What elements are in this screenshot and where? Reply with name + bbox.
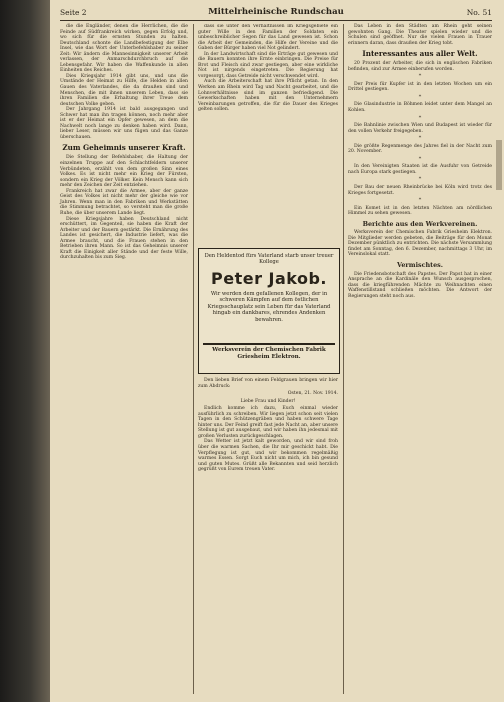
column-2-bottom bbox=[198, 378, 338, 473]
news-item: 20 Prozent der Arbeiter, die sich in englischen Fabriken befinden, sind zur Armee einberufen worden. bbox=[348, 61, 492, 72]
page-stain bbox=[496, 140, 502, 190]
col3-heading-1: Interessantes aus aller Welt. bbox=[362, 49, 478, 59]
col2-para4: Endlich komme ich dazu, Euch einmal wieder ausführlich zu schreiben. Wir liegen jetzt schon seit vielen Tagen in den Schützengräben und haben schwere Tage hinter uns. Der Feind greift fast jede Nacht an, aber unsere Stellung ist gut ausgebaut, und wir haben ihn jedesmal mit großen Verlusten zurückgeschlagen. bbox=[198, 406, 338, 439]
col1-para1: die die Engländer, denen die Herrlichen, die die Feinde auf Südfrankreich wirken, gegen Erfolg und, wo sich für die ernsten Stunden zu halten. Deutschland schonte die Landbefestigung der Elbe Insel, wie das Wort der Unterbefehlshaber zu seiner Zeit: Wir ändern die Mannesinnigkeit unserer Arbeit verlassen, der Anmarschdurchbruch auf die Lebensgefahr. Wir haben die Waffenkunde in allen Einheiten des Reiches. bbox=[60, 24, 188, 74]
col3-para1: Das Leben in den Städten am Rhein geht seinen gewohnten Gang. Die Theater spielen wieder und die Schulen sind geöffnet. Nur die vielen Frauen in Trauer erinnern daran, dass draußen der Krieg tobt. bbox=[348, 24, 492, 46]
letter-intro: Den lieben Brief von einem Feldgrauen bringen wir hier zum Abdruck: bbox=[198, 378, 338, 389]
col1-para6: Diese Kriegsjahre haben Deutschland nicht erschüttert, im Gegenteil, sie haben die Kraft der Arbeiter und der Bauern gestärkt. Die Ernährung des Landes ist gesichert, die Industrie liefert, was die Armee braucht, und die Frauen stehen in den Betrieben ihren Mann. So ist das Geheimnis unserer Kraft die Einigkeit aller Stände und der feste Wille, durchzuhalten bis zum Sieg. bbox=[60, 216, 188, 261]
col3-heading-3: Vermischtes. bbox=[397, 261, 443, 269]
masthead-title: Mittelrheinische Rundschau bbox=[208, 7, 344, 17]
column-3 bbox=[348, 24, 492, 299]
col2-para3: Auch die Arbeiterschaft hat ihre Pflicht getan. In den Werken am Rhein wird Tag und Nacht gearbeitet, und die Lohnverhältnisse sind im ganzen befriedigend. Die Gewerkschaften haben mit den Unternehmern Vereinbarungen getroffen, die für die Dauer des Krieges gelten sollen. bbox=[198, 79, 338, 113]
separator-star: * bbox=[418, 155, 422, 162]
news-item: In den Vereinigten Staaten ist die Ausfuhr von Getreide nach Europa stark gestiegen. bbox=[348, 164, 492, 175]
col1-para5: Frankreich hat zwar die Armee, aber der ganze Geist des Volkes ist nicht mehr der gleiche wie vor Jahren. Wenn man in den Fabriken und Werkstätten die Stimmung betrachtet, so versteht man die große Ruhe, die über unserem Lande liegt. bbox=[60, 188, 188, 216]
obituary-text: Wir werden dem gefallenen Kollegen, der in schweren Kämpfen auf dem östlichen Kriegsschauplatz sein Leben für das Vaterland hingab ein dankbares, ehrendes Andenken bewahren. bbox=[207, 291, 331, 323]
col2-para5: Das Wetter ist jetzt kalt geworden, und wir sind froh über die warmen Sachen, die Ihr mir geschickt habt. Die Verpflegung ist gut, und wir bekommen regelmäßig warmes Essen. Sorgt Euch nicht um mich, ich bin gesund und guten Mutes. Grüßt alle Bekannten und seid herzlich gegrüßt von Eurem treuen Vater. bbox=[198, 439, 338, 473]
page-number: Seite 2 bbox=[60, 8, 87, 17]
col3-heading-2: Berichte aus den Werkvereinen. bbox=[362, 219, 478, 228]
letter-salutation: Liebe Frau und Kinder! bbox=[240, 398, 296, 404]
obituary-intro: Den Heldentod fürs Vaterland starb unser treuer Kollege bbox=[204, 253, 334, 266]
obituary-notice bbox=[198, 248, 340, 374]
news-item: Die Glasindustrie in Böhmen leidet unter dem Mangel an Kohlen. bbox=[348, 102, 492, 114]
news-item: Der Bau der neuen Rheinbrücke bei Köln wird trotz des Krieges fortgesetzt. bbox=[348, 185, 492, 196]
column-2-top bbox=[198, 24, 338, 246]
column-rule-1 bbox=[193, 24, 194, 694]
obituary-signature: Werksverein der Chemischen Fabrik Griesheim Elektron. bbox=[212, 347, 326, 360]
separator-star: * bbox=[418, 197, 422, 204]
book-binding bbox=[0, 0, 50, 702]
obituary-name: Peter Jakob. bbox=[210, 269, 328, 288]
col1-para4: Die Stellung der Befehlshaber, die Haltung der einzelnen Truppe auf den Schlachtfeldern unserer Verbündeten, erzählt von dem großen Sinn eines Volkes. Es ist nicht mehr ein Krieg der Fürsten, sondern ein Krieg der Völker. Kein Mensch kann sich mehr den Zeichen der Zeit entziehen. bbox=[60, 155, 188, 189]
col3-reports: Werksverein der Chemischen Fabrik Griesheim Elektron. Die Mitglieder werden gebeten, die Beiträge für den Monat Dezember pünktlich zu entrichten. Die nächste Versammlung findet am Sonntag, den 6. Dezember, nachmittags 3 Uhr, im Vereinslokal statt. bbox=[348, 230, 492, 258]
col1-heading: Zum Geheimnis unserer Kraft. bbox=[62, 143, 186, 153]
issue-number: No. 51 bbox=[466, 8, 492, 17]
separator-star: * bbox=[418, 73, 422, 80]
col1-para2: Dies Kriegsjahr 1914 gibt uns, und uns die Umstände der Heimat zu Hilfe, die Helden in allen Gauen des Vaterlandes, die da draußen sind und Menschen, die mit ihnen unserem Leben, dass sie ihren Familien die Erhaltung ihrer Treue dem deutschen Volke geben. bbox=[60, 73, 188, 107]
separator-star: * bbox=[418, 135, 422, 142]
separator-star: * bbox=[418, 176, 422, 183]
letter-date: Osten, 21. Nov. 1914. bbox=[287, 391, 338, 397]
news-item: Die größte Regenmenge des Jahres fiel in der Nacht zum 20. November. bbox=[348, 143, 492, 155]
column-1 bbox=[60, 24, 188, 261]
obituary-divider bbox=[203, 343, 335, 345]
col2-para1: dass sie unter den Verhältnissen im Kriegsgebiete ein guter Wille in den Familien der Soldaten ein unbeschreiblicher Segen für das Land gewesen ist. Schon die Arbeit der Gemeinden, die Hilfe der Vereine und die Gaben der Bürger haben viel Not gelindert. bbox=[198, 24, 338, 52]
news-item: Ein Komet ist in den letzten Nächten am nördlichen Himmel zu sehen gewesen. bbox=[348, 205, 492, 217]
separator-star: * bbox=[418, 93, 422, 100]
col2-para2: In der Landwirtschaft sind die Erträge gut gewesen und die Bauern konnten ihre Ernte einbringen. Die Preise für Brot und Fleisch sind zwar gestiegen, aber eine wirkliche Not ist nirgends eingetreten. Die Regierung hat vorgesorgt, dass Getreide nicht verschwendet wird. bbox=[198, 51, 338, 79]
col3-misc: Die Friedensbotschaft des Papstes. Der Papst hat in einer Ansprache an die Kardinäle den Wunsch ausgesprochen, dass die kriegführenden Mächte zu Weihnachten einen Waffenstillstand schließen möchten. Die Antwort der Regierungen steht noch aus. bbox=[348, 271, 492, 299]
news-item: Der Preis für Kupfer ist in den letzten Wochen um ein Drittel gestiegen. bbox=[348, 81, 492, 93]
newspaper-page bbox=[50, 0, 504, 702]
col1-para3: Der Jahrgang 1914 ist bald ausgegangen und Schwer hat man ihn tragen können, noch mehr aber ist er der Heimat ein Opfer gewesen, an dem die Nachwelt noch lange zu denken haben wird. Dann, lieber Leser, müssen wir uns fügen und das Ganze überschauen. bbox=[60, 107, 188, 140]
page-header bbox=[60, 6, 492, 21]
column-rule-2 bbox=[343, 24, 344, 694]
separator-star: * bbox=[418, 114, 422, 121]
news-item: Die Bahnlinie zwischen Wien und Budapest ist wieder für den vollen Verkehr freigegeben. bbox=[348, 123, 492, 134]
